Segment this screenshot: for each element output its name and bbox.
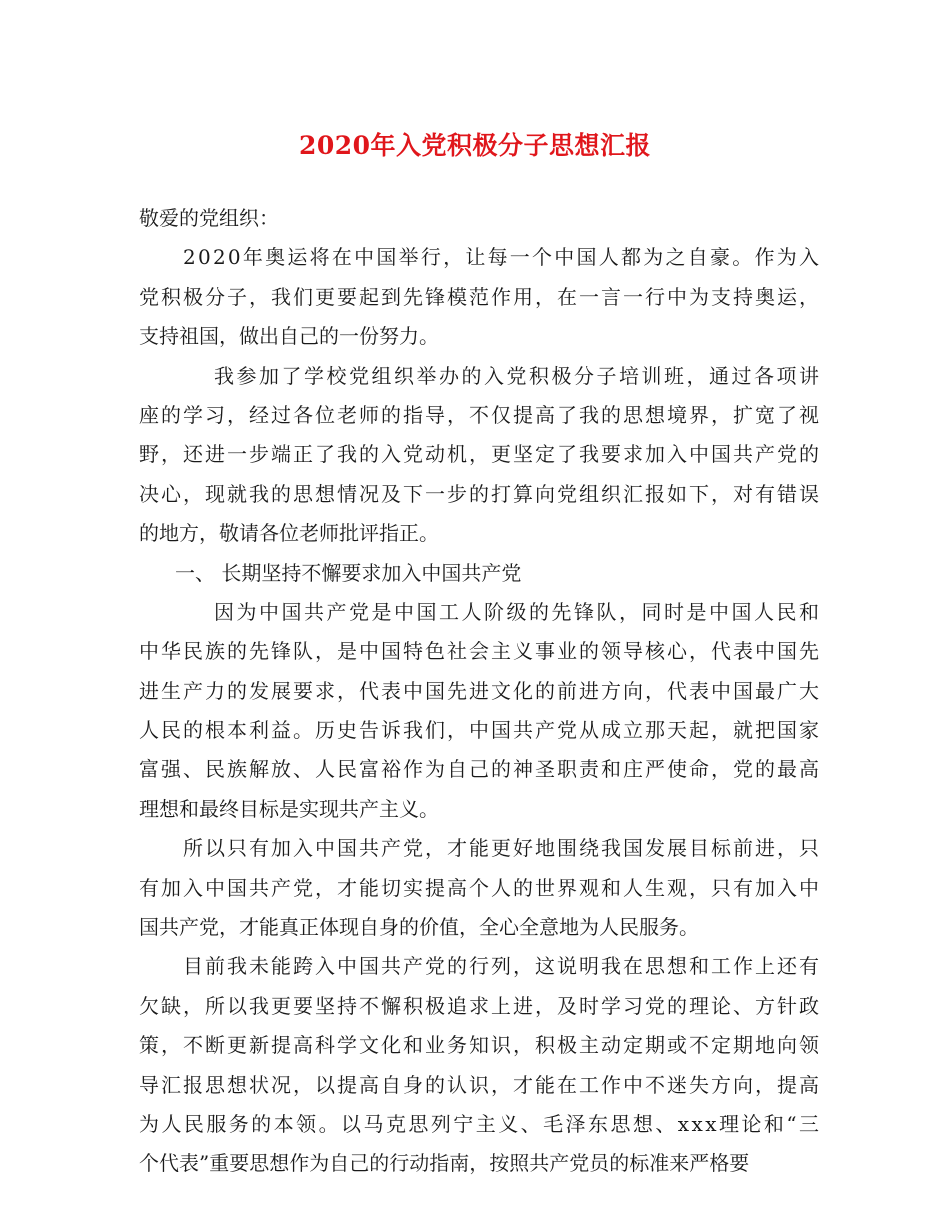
body-line: 欠缺，所以我更要坚持不懈积极追求上进，及时学习党的理论、方针政 — [139, 993, 821, 1018]
body-line: 人民的根本利益。历史告诉我们，中国共产党从成立那天起，就把国家 — [139, 718, 821, 743]
body-line: 国共产党，才能真正体现自身的价值，全心全意地为人民服务。 — [139, 915, 699, 940]
body-line: 目前我未能跨入中国共产党的行列，这说明我在思想和工作上还有 — [183, 954, 821, 979]
body-line: 支持祖国，做出自己的一份努力。 — [139, 324, 439, 349]
body-line: 理想和最终目标是实现共产主义。 — [139, 796, 439, 821]
salutation: 敬爱的党组织： — [139, 206, 279, 230]
body-line: 为人民服务的本领。以马克思列宁主义、毛泽东思想、xxx理论和“三 — [139, 1111, 822, 1136]
body-line: 2020年奥运将在中国举行，让每一个中国人都为之自豪。作为入 — [183, 245, 822, 270]
body-line: 的地方，敬请各位老师批评指正。 — [139, 521, 439, 546]
document-body — [139, 199, 822, 1184]
body-line: 决心，现就我的思想情况及下一步的打算向党组织汇报如下，对有错误 — [139, 481, 821, 506]
body-line: 进生产力的发展要求，代表中国先进文化的前进方向，代表中国最广大 — [139, 678, 821, 703]
body-line: 一、 长期坚持不懈要求加入中国共产党 — [175, 560, 522, 585]
body-line: 富强、民族解放、人民富裕作为自己的神圣职责和庄严使命，党的最高 — [139, 757, 821, 782]
document-title: 2020年入党积极分子思想汇报 — [298, 131, 652, 160]
body-line: 我参加了学校党组织举办的入党积极分子培训班，通过各项讲 — [214, 363, 822, 388]
body-line: 野，还进一步端正了我的入党动机，更坚定了我要求加入中国共产党的 — [139, 442, 821, 467]
body-line: 座的学习，经过各位老师的指导，不仅提高了我的思想境界，扩宽了视 — [139, 402, 821, 427]
body-line: 策，不断更新提高科学文化和业务知识，积极主动定期或不定期地向领 — [139, 1033, 821, 1058]
text-lines — [139, 238, 822, 1183]
body-line: 个代表”重要思想作为自己的行动指南，按照共产党员的标准来严格要 — [139, 1151, 750, 1176]
body-line: 所以只有加入中国共产党，才能更好地围绕我国发展目标前进，只 — [183, 836, 821, 861]
body-line: 导汇报思想状况，以提高自身的认识，才能在工作中不迷失方向，提高 — [139, 1072, 821, 1097]
body-line: 党积极分子，我们更要起到先锋模范作用，在一言一行中为支持奥运， — [139, 284, 821, 309]
body-line: 因为中国共产党是中国工人阶级的先锋队，同时是中国人民和 — [214, 599, 822, 624]
body-line: 有加入中国共产党，才能切实提高个人的世界观和人生观，只有加入中 — [139, 875, 821, 900]
body-line: 中华民族的先锋队，是中国特色社会主义事业的领导核心，代表中国先 — [139, 639, 821, 664]
